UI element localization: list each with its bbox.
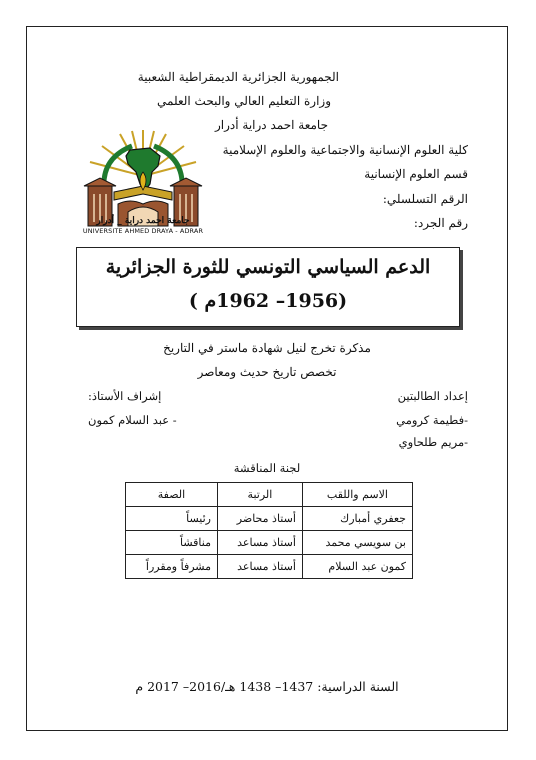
jury-member-name: بن سويسي محمد (302, 531, 412, 555)
jury-header-name: الاسم واللقب (302, 483, 412, 507)
jury-header-rank: الرتبة (217, 483, 302, 507)
table-row (126, 555, 413, 579)
table-row (126, 531, 413, 555)
ministry-name: وزارة التعليم العالي والبحث العلمي (157, 94, 331, 108)
student-name-1: -فطيمة كرومي (396, 413, 468, 427)
logo-french-name: UNIVERSITE AHMED DRAYA - ADRAR (82, 227, 204, 235)
thesis-title: الدعم السياسي التونسي للثورة الجزائرية (105, 256, 431, 278)
university-name: جامعة احمد دراية أدرار (214, 118, 328, 132)
jury-member-role: مناقشاً (126, 531, 218, 555)
republic-name: الجمهورية الجزائرية الديمقراطية الشعبية (137, 70, 339, 84)
faculty-name: كلية العلوم الإنسانية والاجتماعية والعلوم الإسلامية (222, 143, 468, 157)
inventory-number-label: رقم الجرد: (413, 216, 468, 230)
thesis-title-box (76, 247, 460, 327)
jury-table (125, 482, 413, 579)
jury-member-role: مشرفاً ومقرراً (126, 555, 218, 579)
supervisor-name: - عبد السلام كمون (88, 413, 177, 427)
jury-header-role: الصفة (126, 483, 218, 507)
jury-header-row (126, 483, 413, 507)
jury-member-name: كمون عبد السلام (302, 555, 412, 579)
jury-member-rank: أستاذ مساعد (217, 555, 302, 579)
academic-year: السنة الدراسية: 1437– 1438 هـ/2016– 2017 م (135, 679, 399, 694)
students-label: إعداد الطالبتين (397, 389, 468, 403)
thesis-specialty: تخصص تاريخ حديث ومعاصر (197, 365, 337, 379)
supervisor-label: إشراف الأستاذ: (88, 389, 162, 403)
student-name-2: -مريم طلحاوي (398, 435, 468, 449)
jury-member-rank: أستاذ محاضر (217, 507, 302, 531)
table-row (126, 507, 413, 531)
jury-member-name: جعفري أمبارك (302, 507, 412, 531)
jury-member-rank: أستاذ مساعد (217, 531, 302, 555)
jury-title: لجنة المناقشة (233, 461, 301, 475)
department-name: قسم العلوم الإنسانية (364, 167, 468, 181)
thesis-years: (1956– 1962م ) (188, 290, 348, 312)
thesis-description: مذكرة تخرج لنيل شهادة ماستر في التاريخ (163, 341, 371, 355)
jury-member-role: رئيساً (126, 507, 218, 531)
serial-number-label: الرقم التسلسلي: (382, 192, 468, 206)
logo-arabic-name: جامعة احمد دراية _ أدرار (96, 216, 190, 226)
